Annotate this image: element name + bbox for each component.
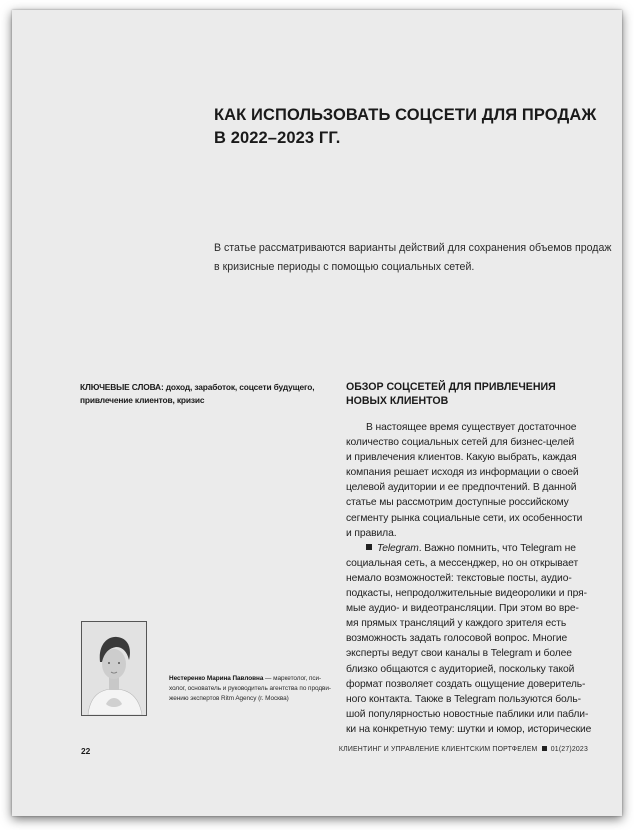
section-heading	[346, 380, 606, 408]
journal-issue: 01(27)2023	[550, 746, 588, 753]
article-abstract	[214, 239, 612, 277]
bullet-first-line-rest: . Важно помнить, что Telegram не	[418, 542, 576, 554]
author-bio-line: холог, основатель и руководитель агентства по продви-	[169, 685, 331, 692]
body-line: шой популярностью новостные паблики или пабли-	[346, 708, 589, 720]
body-line: ки на конкретную тему: шутки и юмор, исторические	[346, 723, 592, 735]
author-bio-line	[169, 674, 339, 684]
body-line: компания решает исходя из информации о своей	[346, 467, 579, 479]
body-line: близко общаются с аудиторией, поскольку такой	[346, 663, 575, 675]
article-title-line: В 2022–2023 ГГ.	[214, 129, 341, 147]
body-line: статье мы рассмотрим доступные российскому	[346, 497, 569, 509]
square-separator-icon	[542, 746, 547, 751]
body-line: ного контакта. Также в Telegram пользуются боль-	[346, 693, 581, 705]
body-line: сегменту рынка социальные сети, их особенности	[346, 512, 583, 524]
body-line: В настоящее время существует достаточное	[366, 422, 577, 433]
abstract-line: В статье рассматриваются варианты действий для сохранения объемов продаж	[214, 242, 612, 254]
body-line: социальная сеть, а мессенджер, но он открывает	[346, 557, 579, 569]
author-portrait-icon	[82, 622, 146, 715]
body-line: мые аудио- и видеотрансляции. При этом во вре-	[346, 603, 579, 615]
keywords-line: привлечение клиентов, кризис	[80, 394, 205, 405]
page-number: 22	[81, 746, 91, 756]
body-line: подкасты, непродолжительные видеоролики и пря-	[346, 588, 587, 600]
bullet-term: Telegram	[377, 542, 419, 554]
author-bio-line: жению экспертов Ritm Agency (г. Москва)	[169, 695, 289, 702]
section-heading-line: НОВЫХ КЛИЕНТОВ	[346, 395, 449, 407]
body-line: и привлечения клиентов. Какую выбрать, каждая	[346, 452, 577, 464]
body-line: количество социальных сетей для бизнес-целей	[346, 437, 575, 449]
journal-page	[12, 10, 622, 816]
bullet-first-line	[346, 541, 610, 556]
body-line: эксперты ведут свои каналы в Telegram и более	[346, 648, 572, 660]
author-bio	[169, 674, 339, 704]
body-line: формат позволяет создать ощущение доверитель-	[346, 678, 586, 690]
body-line: немало возможностей: текстовые посты, аудио-	[346, 572, 572, 584]
body-line: и правила.	[346, 527, 397, 539]
body-line: возможность задать голосовой вопрос. Многие	[346, 633, 568, 645]
article-body	[346, 420, 610, 737]
section-heading-line: ОБЗОР СОЦСЕТЕЙ ДЛЯ ПРИВЛЕЧЕНИЯ	[346, 381, 556, 393]
running-footer	[339, 746, 588, 753]
journal-title: КЛИЕНТИНГ И УПРАВЛЕНИЕ КЛИЕНТСКИМ ПОРТФЕЛЕМ	[338, 746, 538, 753]
square-bullet-icon	[366, 544, 372, 550]
author-bio-rest: — маркетолог, пси-	[263, 675, 322, 682]
author-photo	[81, 621, 147, 716]
author-name: Нестеренко Марина Павловна	[169, 675, 264, 682]
abstract-line: в кризисные периоды с помощью социальных сетей.	[214, 261, 475, 273]
article-title	[214, 104, 604, 150]
article-title-line: КАК ИСПОЛЬЗОВАТЬ СОЦСЕТИ ДЛЯ ПРОДАЖ	[214, 106, 597, 124]
keywords-line: КЛЮЧЕВЫЕ СЛОВА: доход, заработок, соцсети будущего,	[80, 382, 315, 392]
body-line: мя прямых трансляций у каждого зрителя есть	[346, 618, 567, 630]
keywords	[80, 381, 325, 406]
body-line: целевой аудитории и ее предпочтений. В данной	[346, 482, 577, 494]
